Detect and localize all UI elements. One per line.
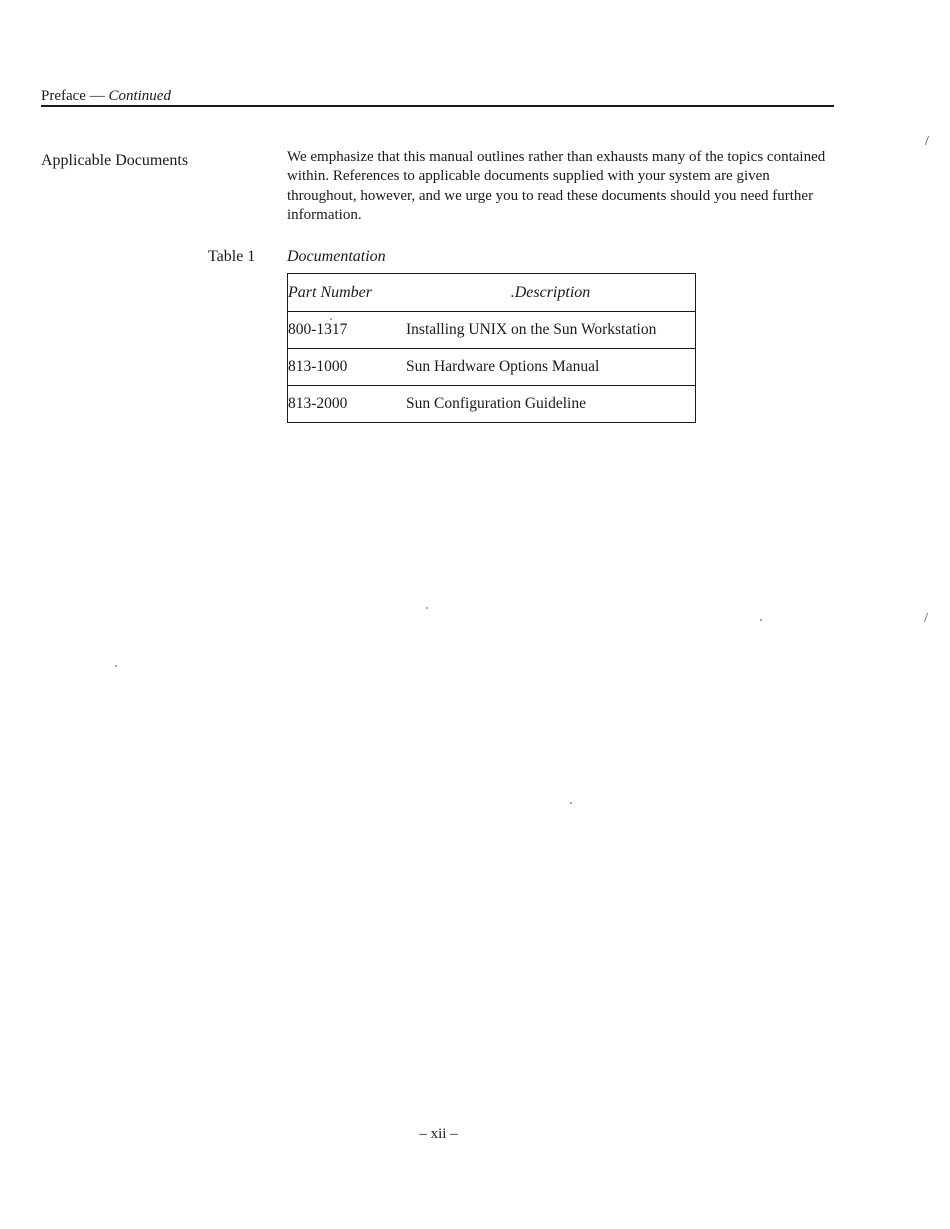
documentation-table [287, 273, 696, 423]
header-part-number: Part Number [288, 274, 407, 312]
cell-part-number: 800-1317 [288, 312, 407, 349]
header-description: .Description [406, 274, 696, 312]
cell-description: Sun Hardware Options Manual [406, 349, 696, 386]
table-row [288, 349, 696, 386]
scan-mark: / [925, 134, 929, 149]
header-continued: Continued [108, 88, 171, 104]
table-header-row [288, 274, 696, 312]
table-caption: Documentation [287, 248, 386, 265]
scan-speck [115, 665, 117, 667]
header-section: Preface [41, 88, 86, 104]
header-rule [41, 105, 834, 107]
cell-description: Sun Configuration Guideline [406, 386, 696, 423]
scan-speck [570, 802, 572, 804]
table-row [288, 386, 696, 423]
scan-speck [760, 619, 762, 621]
page-number: – xii – [419, 1126, 458, 1142]
cell-part-number: 813-2000 [288, 386, 407, 423]
cell-part-number: 813-1000 [288, 349, 407, 386]
scan-mark: / [924, 611, 928, 626]
section-title: Applicable Documents [41, 152, 189, 169]
scan-speck [426, 607, 428, 609]
running-header [41, 86, 171, 106]
table-label: Table 1 [208, 248, 256, 265]
header-separator: — [85, 88, 109, 104]
cell-description: Installing UNIX on the Sun Workstation [406, 312, 696, 349]
table-row [288, 312, 696, 349]
scan-speck [330, 318, 332, 320]
body-paragraph: We emphasize that this manual outlines rather than exhausts many of the topics contained within. References to applicable documents supplied with your system are given throughout, however, and we urge you to read these documents should you need further information. [287, 149, 826, 223]
